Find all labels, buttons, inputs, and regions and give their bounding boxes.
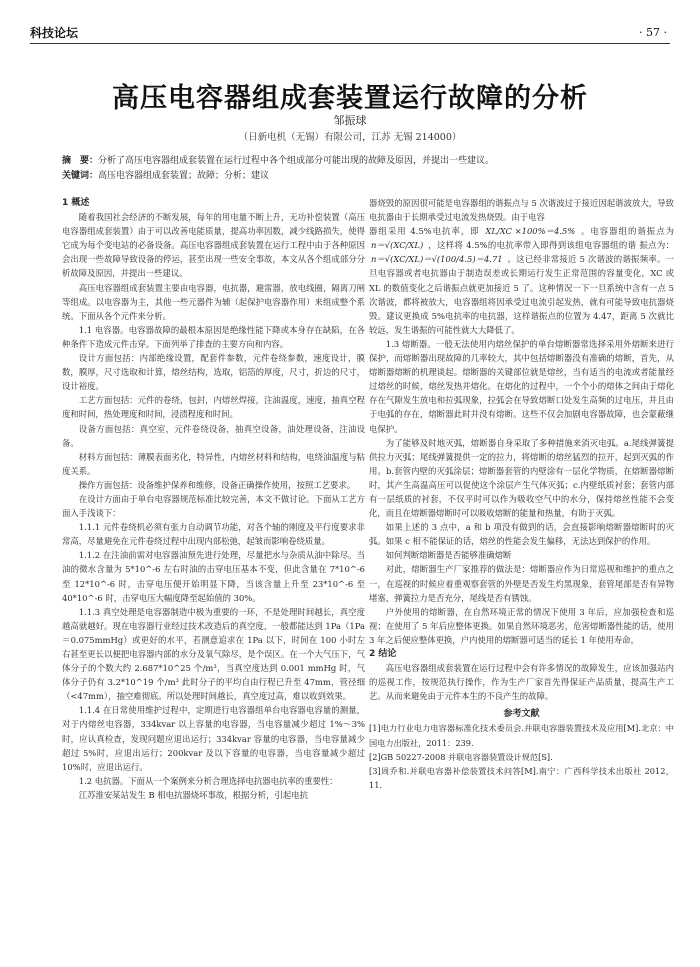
paragraph: 操作方面包括：设备维护保养和维修，设备正确操作使用，按照工艺要求。 bbox=[78, 479, 356, 490]
paragraph: 户外使用的熔断器，在自然环境正常的情况下使用 3 年后，应加强检查和巡视；在使用了 5 年后应整体更换。如果自然环境恶劣，危害熔断器性能的话，使用 3 年之后便应整体更换，户内使用的熔断器可适当的延长 1 年使用寿命。 bbox=[369, 606, 674, 645]
paragraph: 1.1 电容器。电容器故障的最根本原因是绝缘性能下降或本身存在缺陷，在各种条件下造成元件击穿。下面列举了排查的主要方向和内容。 bbox=[62, 324, 365, 349]
paragraph: 器烧毁的原因很可能是电容器组的谐振点与 5 次谐波过于接近因起谐波放大，导致电抗器由于长期承受过电流发热烧毁。由于电容 bbox=[369, 198, 674, 223]
text-fragment: 。这已经非常接近 5 次谐波的谐振频率。一旦电容器或者电抗器由于制造误差或长期运行发生正常范围的容量变化，XC 或 XL 的数值变化之后谐振点就更加接近 5 了。这种情况一下一旦系统中含有一点 5 次谐波，都将被放大，电容器组将因承受过电流引起发热，就有可能导致电抗器烧毁。建议更换成 5%电抗率的电抗器，这样谐振点的位置为 4.47，距离 5 次就比较远，发生谐振的可能性就大大降低了。 bbox=[369, 254, 674, 335]
text-fragment: ，这样将 4.5%的电抗率带入即得到该组电容器组的谐 bbox=[428, 240, 637, 251]
left-column bbox=[62, 196, 365, 802]
paragraph: 随着我国社会经济的不断发展，每年的用电量不断上升，无功补偿装置（高压电容器组成套装置）由于可以改善电能质量，提高功率因数，减少线路损失，使得它成为每个变电站的必备设备。高压电容器组成套装置在运行工程中由于各种原因会出现一些故障导致设备的停运，甚至出现一些安全事故，本文从各个组成部分分析故障及原因，并提出一些建议。 bbox=[62, 212, 365, 279]
text-fragment: 器组采用 4.5%电抗率，即 bbox=[369, 226, 480, 237]
article-title: 高压电容器组成套装置运行故障的分析 bbox=[112, 83, 588, 114]
keywords-label: 关键词： bbox=[62, 171, 99, 181]
paragraph: 江苏淮安某站发生 B 相电抗器烧坏事故，根据分析，引起电抗 bbox=[78, 789, 309, 800]
abstract-text: 分析了高压电容器组成套装置在运行过程中各个组成部分可能出现的故障及原因，并提出一些建议。 bbox=[98, 156, 495, 166]
paragraph: 如何判断熔断器是否能够准确熔断 bbox=[385, 550, 512, 561]
paragraph: 高压电容器组成套装置在运行过程中会有许多情况的故障发生，应该加强站内的巡视工作，按规范执行操作，作为生产厂家首先得保证产品质量，提高生产工艺。从而来避免由于元件本生的不良产生的故障。 bbox=[369, 663, 674, 702]
section-heading: 2 结论 bbox=[369, 649, 397, 659]
paragraph: 工艺方面包括：元件的卷绕，包封，内熔丝焊接，注油温度，速度，抽真空程度和时间，热处理度和时间，浸渍程度和时间。 bbox=[62, 395, 365, 420]
page-number: · 57 · bbox=[639, 26, 667, 39]
paragraph: 材料方面包括：薄膜表面劣化，特异性，内熔丝材料和结构，电绕油温度与粘度关系。 bbox=[62, 451, 365, 476]
text-fragment: 振点为： bbox=[639, 240, 675, 251]
affiliation: （日新电机（无锡）有限公司，江苏 无锡 214000） bbox=[238, 132, 462, 143]
formula-reactance-ratio: XL/XC ×100%＝4.5% bbox=[485, 226, 576, 237]
paragraph: 高压电容器组成套装置主要由电容器，电抗器，避雷器，放电线圈，隔离刀闸等组成。以电容器为主，其他一些元器件为辅（起保护电容器作用）来组成整个系统。下面从各个元件来分析。 bbox=[62, 282, 365, 321]
section-heading: 1 概述 bbox=[62, 198, 90, 208]
abstract-block bbox=[62, 154, 638, 184]
formula-resonance-point: n＝√(XC/XL) bbox=[371, 240, 424, 251]
reference-item: [2]GB 50227-2008 并联电容器装置设计规范[S]. bbox=[369, 751, 553, 762]
paragraph: 1.1.2 在注油前需对电容器油预先进行处理，尽量把水与杂质从油中除尽。当油的微水含量为 5*10^-6 左右时油的击穿电压基本不变，但此含量在 7*10^-6 至 12*10^-6 时，击穿电压便开始明显下降，当该含量上升至 23*10^-6 至 40*10^-6 时，击穿电压大幅度降至起始值的 30%。 bbox=[62, 550, 365, 603]
paragraph: 1.1.3 真空处理是电容器制造中极为重要的一环，不是处理时间越长，真空度越高就越好。现在电容器行业经过技术改造后的真空度，一般都能达到 1Pa（1Pa＝0.075mmHg）或更好的水平，若测意追求在 1Pa 以下，时间在 100 小时左右甚至更长以便把电容器内部的水分及氧气除尽，是个误区。在一个大气压下，气体分子的个数大约 2.687*10^25 个/m³，当真空度达到 0.001 mmHg 时，气体分子仍有 3.2*10^19 个/m³ 此时分子的平均自由行程已升至 47mm，管径细（<47mm），抽空难彻底。所以处理时间越长，真空度过高，难以收到效果。 bbox=[62, 606, 365, 702]
keywords-text: 高压电容器组成套装置；故障；分析；建议 bbox=[98, 171, 270, 181]
text-fragment: 。电容器组的谐振点为 bbox=[580, 226, 674, 237]
abstract bbox=[62, 154, 638, 169]
paragraph: 1.1.1 元件卷绕机必须有张力自动调节功能，对各个轴的刚度及平行度要求非常高，尽量避免在元件卷绕过程中出现内部松弛，起皱而影响卷绕质量。 bbox=[62, 522, 365, 547]
paragraph: 设备方面包括：真空室，元件卷绕设备，抽真空设备，油处理设备，注油设备。 bbox=[62, 423, 365, 448]
keywords bbox=[62, 169, 638, 184]
journal-name: 科技论坛 bbox=[30, 26, 79, 40]
paragraph: 1.2 电抗器。下面从一个案例来分析合理选择电抗器电抗率的重要性： bbox=[78, 775, 338, 786]
reference-item: [3]周乔和.并联电容器补偿装置技术问答[M].南宁：广西科学技术出版社 2012，11. bbox=[369, 765, 674, 790]
paragraph: 设计方面包括：内部绝缘设置，配套件参数，元件卷绕参数，速度设计，膜数，膜厚，尺寸选取和计算，熔丝结构，选取，铝箔的厚度，尺寸，折边的尺寸，设计裕度。 bbox=[62, 353, 365, 392]
author: 邹振球 bbox=[333, 114, 367, 127]
paragraph: 对此，熔断器生产厂家推荐的做法是：熔断器应作为日常巡视和维护的重点之一，在巡视的时候应着重观察套管的外壁是否发生灼黑现象，套管尾部是否有异物堵塞，弹簧拉力是否充分，尾线是否有锈蚀。 bbox=[369, 564, 674, 603]
paragraph: 在设计方面由于单台电容器规范标准比较完善，本文不做讨论。下面从工艺方面入手浅谈下： bbox=[62, 493, 365, 519]
reference-item: [1]电力行业电力电容器标准化技术委员会.并联电容器装置技术及应用[M].北京：中国电力出版社，2011：239. bbox=[369, 723, 674, 748]
right-column bbox=[369, 196, 674, 792]
abstract-label: 摘 要： bbox=[62, 156, 99, 166]
paragraph: 1.3 熔断器。一般无法使用内熔丝保护的单台熔断器常选择采用外熔断来进行保护，而熔断器出现故障的几率较大，其中包括熔断器没有准确的熔断，首先，从熔断器熔断的机理谈起。熔断器的关键部位就是熔丝，当有适当的电流或者能量经过熔丝的时候，熔丝发热并熔化。在熔化的过程中，一个个小的熔体之间由于熔化存在气隙发生放电和拉弧现象，拉弧会在导致熔断口处发生高频的过电压，并且由于电弧的存在，熔断器此时并没有熔断。这些不仅会加剧电容器故障，也会蒙蔽继电保护。 bbox=[369, 338, 674, 434]
formula-resonance-value: n＝√(XC/XL)＝√(100/4.5)＝4.71 bbox=[371, 254, 503, 265]
paragraph: 1.1.4 在日常使用维护过程中，定期进行电容器组单台电容器电容量的测量，对于内熔丝电容器，334kvar 以上容量的电容器，当电容量减少超过 1%～3%时，应认真检查，发现问题应退出运行；334kvar 容量的电容器，当电容量减少超过 5%时，应退出运行；200kvar 及以下容量的电容器，当电容量减少超过 10%时，应退出运行。 bbox=[62, 705, 365, 772]
paragraph: 如果上述的 3 点中，a 和 b 项没有做到的话，会直接影响熔断器熔断时的灭弧。如果 c 相不能保证的话，熔丝的性能会发生偏移，无法达到保护的作用。 bbox=[369, 522, 674, 547]
paragraph: 为了能够及时地灭弧，熔断器自身采取了多种措施来消灭电弧。a.尾线弹簧提供拉力灭弧；尾线弹簧提供一定的拉力，将熔断的熔丝猛烈的拉开，起到灭弧的作用。b.套管内壁的灭弧涂层；熔断器套管的内壁涂有一层化学物质，在熔断器熔断时，其产生高温高压可以促使这个涂层产生气体灭弧；c.内壁纸质衬套；套管内部有一层纸质的衬套，不仅平时可以作为吸收空气中的水分，保持熔丝性能不会变化，而且在熔断器熔断时可以吸收熔断的能量和热量，有助于灭弧。 bbox=[369, 437, 674, 519]
paragraph-with-formulas bbox=[369, 224, 674, 337]
references-heading: 参考文献 bbox=[503, 709, 540, 720]
header-divider bbox=[30, 43, 670, 44]
